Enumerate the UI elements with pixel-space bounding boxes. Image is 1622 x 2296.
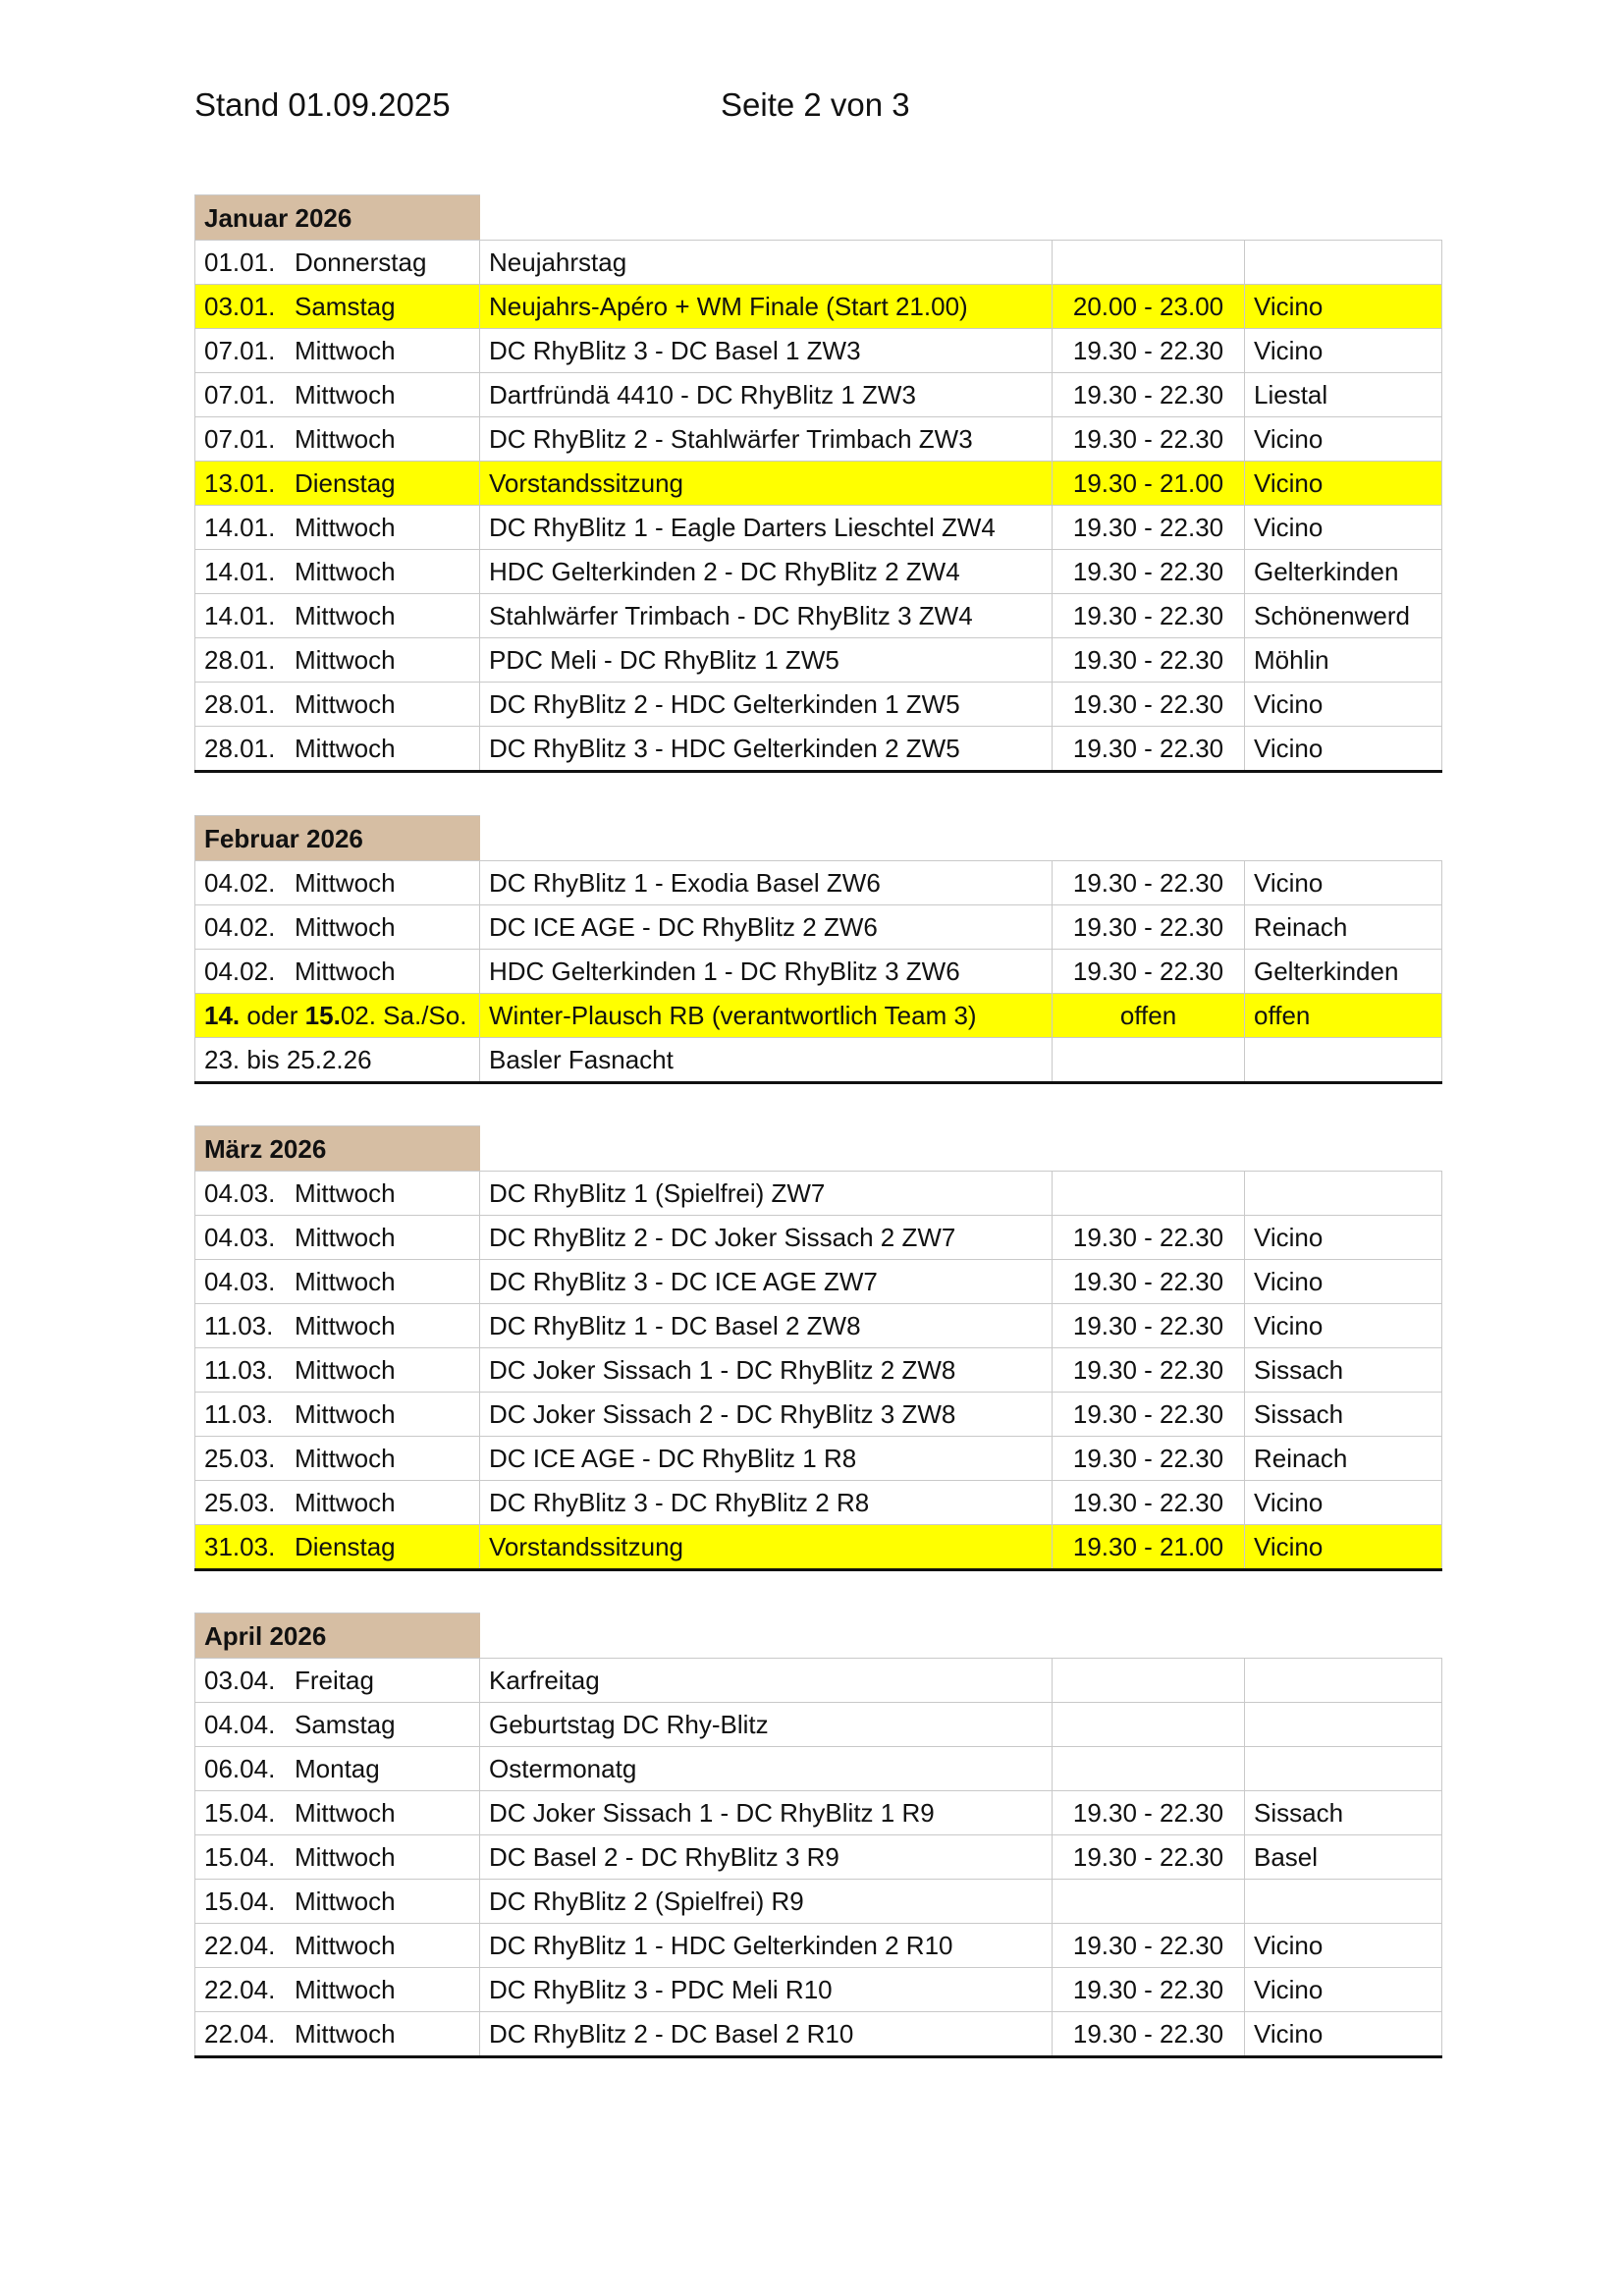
date-cell: [195, 950, 480, 994]
weekday: Mittwoch: [295, 1223, 396, 1252]
weekday: Dienstag: [295, 1532, 396, 1561]
month-header-row: [195, 195, 1442, 241]
date-cell: [195, 2012, 480, 2057]
time-cell: 19.30 - 22.30: [1053, 861, 1245, 905]
location-cell: [1245, 1703, 1442, 1747]
time-cell: 19.30 - 22.30: [1053, 1481, 1245, 1525]
month-januar: [194, 194, 1441, 773]
table-row: [195, 1968, 1442, 2012]
event-cell: Karfreitag: [480, 1659, 1053, 1703]
date: 31.03.: [204, 1532, 276, 1561]
location-cell: Vicino: [1245, 2012, 1442, 2057]
table-row: [195, 285, 1442, 329]
weekday: Mittwoch: [295, 1399, 396, 1429]
table-row: [195, 1393, 1442, 1437]
date: 04.03.: [204, 1178, 276, 1208]
event-cell: HDC Gelterkinden 2 - DC RhyBlitz 2 ZW4: [480, 550, 1053, 594]
date: 15.04.: [204, 1886, 276, 1916]
weekday: Mittwoch: [295, 557, 396, 586]
month-header-gap: [480, 1613, 1442, 1659]
month-header-gap: [480, 195, 1442, 241]
location-cell: Vicino: [1245, 329, 1442, 373]
location-cell: [1245, 1172, 1442, 1216]
date: 11.03.: [204, 1355, 274, 1385]
event-cell: DC RhyBlitz 3 - HDC Gelterkinden 2 ZW5: [480, 727, 1053, 772]
location-cell: Vicino: [1245, 1924, 1442, 1968]
weekday: Mittwoch: [295, 957, 396, 986]
time-cell: 19.30 - 22.30: [1053, 1348, 1245, 1393]
date-cell: [195, 1924, 480, 1968]
location-cell: Vicino: [1245, 1216, 1442, 1260]
location-cell: Vicino: [1245, 462, 1442, 506]
location-cell: Gelterkinden: [1245, 550, 1442, 594]
date-cell: [195, 594, 480, 638]
table-row: [195, 1835, 1442, 1880]
location-cell: Vicino: [1245, 1968, 1442, 2012]
date: 13.01.: [204, 468, 276, 498]
date-cell: [195, 373, 480, 417]
date: 01.01.: [204, 247, 276, 277]
date: 07.01.: [204, 380, 276, 410]
location-cell: Reinach: [1245, 1437, 1442, 1481]
date: 11.03.: [204, 1399, 274, 1429]
date: 22.04.: [204, 2019, 276, 2049]
table-row: [195, 1791, 1442, 1835]
date: 03.04.: [204, 1666, 276, 1695]
time-cell: 19.30 - 22.30: [1053, 1924, 1245, 1968]
table-row: [195, 1348, 1442, 1393]
weekday: Donnerstag: [295, 247, 427, 277]
location-cell: Sissach: [1245, 1393, 1442, 1437]
weekday: Mittwoch: [295, 1975, 396, 2004]
location-cell: Reinach: [1245, 905, 1442, 950]
date: 14.01.: [204, 601, 276, 630]
table-row: [195, 950, 1442, 994]
date: 22.04.: [204, 1931, 276, 1960]
event-cell: DC RhyBlitz 2 - HDC Gelterkinden 1 ZW5: [480, 683, 1053, 727]
table-row: [195, 550, 1442, 594]
time-cell: 19.30 - 22.30: [1053, 683, 1245, 727]
date-cell: [195, 1393, 480, 1437]
location-cell: Vicino: [1245, 285, 1442, 329]
date: 25.03.: [204, 1444, 276, 1473]
date-part: oder: [240, 1001, 305, 1030]
weekday: Mittwoch: [295, 601, 396, 630]
location-cell: Vicino: [1245, 506, 1442, 550]
table-row: [195, 2012, 1442, 2057]
weekday: Mittwoch: [295, 1886, 396, 1916]
table-row: [195, 1747, 1442, 1791]
location-cell: Gelterkinden: [1245, 950, 1442, 994]
weekday: Mittwoch: [295, 513, 396, 542]
date-part: 14.: [204, 1001, 241, 1030]
event-cell: Ostermonatg: [480, 1747, 1053, 1791]
time-cell: 19.30 - 22.30: [1053, 1968, 1245, 2012]
month-header-row: [195, 1126, 1442, 1172]
location-cell: Vicino: [1245, 861, 1442, 905]
date-cell: [195, 727, 480, 772]
date: 04.03.: [204, 1267, 276, 1296]
date: 15.04.: [204, 1798, 276, 1828]
date: 14.01.: [204, 557, 276, 586]
table-row: [195, 905, 1442, 950]
date-cell: [195, 1172, 480, 1216]
weekday: Freitag: [295, 1666, 374, 1695]
date-cell: [195, 1525, 480, 1570]
event-cell: DC RhyBlitz 2 - Stahlwärfer Trimbach ZW3: [480, 417, 1053, 462]
location-cell: [1245, 1659, 1442, 1703]
date-cell: [195, 1791, 480, 1835]
location-cell: [1245, 1880, 1442, 1924]
weekday: Mittwoch: [295, 1798, 396, 1828]
location-cell: Sissach: [1245, 1791, 1442, 1835]
event-cell: DC Basel 2 - DC RhyBlitz 3 R9: [480, 1835, 1053, 1880]
date-cell: [195, 329, 480, 373]
time-cell: offen: [1053, 994, 1245, 1038]
table-row: [195, 417, 1442, 462]
time-cell: 19.30 - 22.30: [1053, 1304, 1245, 1348]
date-part: 15.: [304, 1001, 341, 1030]
table-row: [195, 1481, 1442, 1525]
date-cell: [195, 1304, 480, 1348]
table-row: [195, 1260, 1442, 1304]
location-cell: Vicino: [1245, 727, 1442, 772]
month-header-row: [195, 816, 1442, 861]
date-cell: [195, 462, 480, 506]
weekday: Samstag: [295, 292, 396, 321]
time-cell: 19.30 - 22.30: [1053, 1260, 1245, 1304]
location-cell: Vicino: [1245, 417, 1442, 462]
table-row: [195, 462, 1442, 506]
date: 06.04.: [204, 1754, 276, 1783]
weekday: Mittwoch: [295, 2019, 396, 2049]
weekday: Mittwoch: [295, 1842, 396, 1872]
date-cell: [195, 550, 480, 594]
weekday: Mittwoch: [295, 424, 396, 454]
event-cell: Vorstandssitzung: [480, 1525, 1053, 1570]
table-row: [195, 727, 1442, 772]
location-cell: Vicino: [1245, 1481, 1442, 1525]
location-cell: [1245, 1038, 1442, 1083]
event-cell: DC RhyBlitz 2 (Spielfrei) R9: [480, 1880, 1053, 1924]
event-cell: DC RhyBlitz 1 - DC Basel 2 ZW8: [480, 1304, 1053, 1348]
table-row: [195, 1703, 1442, 1747]
time-cell: 20.00 - 23.00: [1053, 285, 1245, 329]
date: 07.01.: [204, 424, 276, 454]
event-cell: Geburtstag DC Rhy-Blitz: [480, 1703, 1053, 1747]
schedule-table: [194, 815, 1442, 1084]
month-title: April 2026: [195, 1613, 480, 1659]
page-number: Seite 2 von 3: [721, 86, 910, 123]
time-cell: 19.30 - 22.30: [1053, 2012, 1245, 2057]
time-cell: [1053, 1172, 1245, 1216]
month-header-gap: [480, 816, 1442, 861]
time-cell: 19.30 - 22.30: [1053, 1791, 1245, 1835]
event-cell: HDC Gelterkinden 1 - DC RhyBlitz 3 ZW6: [480, 950, 1053, 994]
event-cell: DC RhyBlitz 3 - PDC Meli R10: [480, 1968, 1053, 2012]
weekday: Mittwoch: [295, 1355, 396, 1385]
weekday: Dienstag: [295, 468, 396, 498]
location-cell: [1245, 1747, 1442, 1791]
date: 14.01.: [204, 513, 276, 542]
table-row: [195, 1437, 1442, 1481]
time-cell: 19.30 - 21.00: [1053, 1525, 1245, 1570]
table-row: [195, 594, 1442, 638]
location-cell: offen: [1245, 994, 1442, 1038]
time-cell: 19.30 - 22.30: [1053, 1393, 1245, 1437]
event-cell: Stahlwärfer Trimbach - DC RhyBlitz 3 ZW4: [480, 594, 1053, 638]
event-cell: DC RhyBlitz 2 - DC Basel 2 R10: [480, 2012, 1053, 2057]
date-cell: [195, 1481, 480, 1525]
table-row: [195, 1216, 1442, 1260]
location-cell: Basel: [1245, 1835, 1442, 1880]
event-cell: Neujahrs-Apéro + WM Finale (Start 21.00): [480, 285, 1053, 329]
event-cell: DC ICE AGE - DC RhyBlitz 2 ZW6: [480, 905, 1053, 950]
event-cell: PDC Meli - DC RhyBlitz 1 ZW5: [480, 638, 1053, 683]
event-cell: Dartfründä 4410 - DC RhyBlitz 1 ZW3: [480, 373, 1053, 417]
time-cell: [1053, 1880, 1245, 1924]
date: 04.03.: [204, 1223, 276, 1252]
date-cell: [195, 1348, 480, 1393]
table-row: [195, 1038, 1442, 1083]
table-row: [195, 1304, 1442, 1348]
date: 07.01.: [204, 336, 276, 365]
event-cell: DC ICE AGE - DC RhyBlitz 1 R8: [480, 1437, 1053, 1481]
event-cell: DC Joker Sissach 1 - DC RhyBlitz 1 R9: [480, 1791, 1053, 1835]
weekday: Montag: [295, 1754, 380, 1783]
page-header: [194, 86, 1569, 136]
month-maerz: [194, 1125, 1441, 1571]
time-cell: 19.30 - 22.30: [1053, 638, 1245, 683]
table-row: [195, 1525, 1442, 1570]
weekday: Mittwoch: [295, 1488, 396, 1517]
location-cell: Liestal: [1245, 373, 1442, 417]
table-row: [195, 329, 1442, 373]
time-cell: [1053, 1747, 1245, 1791]
time-cell: [1053, 1703, 1245, 1747]
table-row: [195, 861, 1442, 905]
weekday: Mittwoch: [295, 1178, 396, 1208]
date-cell: [195, 1703, 480, 1747]
month-title: Januar 2026: [195, 195, 480, 241]
weekday: Samstag: [295, 1710, 396, 1739]
location-cell: Vicino: [1245, 683, 1442, 727]
table-row: [195, 1924, 1442, 1968]
time-cell: [1053, 1659, 1245, 1703]
weekday: Mittwoch: [295, 1311, 396, 1340]
date-cell: [195, 1038, 480, 1083]
date-cell: [195, 861, 480, 905]
date-part: 02. Sa./So.: [340, 1001, 467, 1030]
date: 04.02.: [204, 868, 276, 898]
weekday: Mittwoch: [295, 336, 396, 365]
date: 15.04.: [204, 1842, 276, 1872]
month-april: [194, 1613, 1441, 2058]
date: 28.01.: [204, 645, 276, 675]
date: 25.03.: [204, 1488, 276, 1517]
date-cell: [195, 1835, 480, 1880]
table-row: [195, 994, 1442, 1038]
weekday: Mittwoch: [295, 734, 396, 763]
table-row: [195, 241, 1442, 285]
date: 22.04.: [204, 1975, 276, 2004]
date-cell: [195, 241, 480, 285]
event-cell: DC RhyBlitz 1 - HDC Gelterkinden 2 R10: [480, 1924, 1053, 1968]
table-row: [195, 506, 1442, 550]
time-cell: [1053, 241, 1245, 285]
date: 28.01.: [204, 734, 276, 763]
table-row: [195, 1880, 1442, 1924]
weekday: Mittwoch: [295, 380, 396, 410]
time-cell: 19.30 - 22.30: [1053, 1835, 1245, 1880]
time-cell: 19.30 - 22.30: [1053, 550, 1245, 594]
date-cell: [195, 905, 480, 950]
time-cell: 19.30 - 22.30: [1053, 329, 1245, 373]
weekday: Mittwoch: [295, 645, 396, 675]
date-cell: [195, 1437, 480, 1481]
location-cell: Vicino: [1245, 1260, 1442, 1304]
event-cell: DC Joker Sissach 2 - DC RhyBlitz 3 ZW8: [480, 1393, 1053, 1437]
time-cell: 19.30 - 21.00: [1053, 462, 1245, 506]
date-cell: [195, 1968, 480, 2012]
date-cell: [195, 1659, 480, 1703]
schedule-table: [194, 1125, 1442, 1571]
event-cell: DC RhyBlitz 1 - Exodia Basel ZW6: [480, 861, 1053, 905]
date: 04.04.: [204, 1710, 276, 1739]
location-cell: Sissach: [1245, 1348, 1442, 1393]
location-cell: Vicino: [1245, 1304, 1442, 1348]
event-cell: Neujahrstag: [480, 241, 1053, 285]
event-cell: DC RhyBlitz 2 - DC Joker Sissach 2 ZW7: [480, 1216, 1053, 1260]
date: 04.02.: [204, 912, 276, 942]
month-title: Februar 2026: [195, 816, 480, 861]
weekday: Mittwoch: [295, 1931, 396, 1960]
date-cell: [195, 1747, 480, 1791]
date: 04.02.: [204, 957, 276, 986]
date-cell: [195, 683, 480, 727]
event-cell: DC RhyBlitz 1 - Eagle Darters Lieschtel ZW4: [480, 506, 1053, 550]
time-cell: 19.30 - 22.30: [1053, 727, 1245, 772]
date: 11.03.: [204, 1311, 274, 1340]
time-cell: [1053, 1038, 1245, 1083]
date-range: 23. bis 25.2.26: [204, 1045, 372, 1074]
date-cell: [195, 417, 480, 462]
date: 28.01.: [204, 689, 276, 719]
time-cell: 19.30 - 22.30: [1053, 594, 1245, 638]
event-cell: DC RhyBlitz 3 - DC ICE AGE ZW7: [480, 1260, 1053, 1304]
location-cell: Vicino: [1245, 1525, 1442, 1570]
event-cell: Vorstandssitzung: [480, 462, 1053, 506]
weekday: Mittwoch: [295, 1444, 396, 1473]
schedule-table: [194, 1613, 1442, 2058]
table-row: [195, 638, 1442, 683]
table-row: [195, 1172, 1442, 1216]
event-cell: DC RhyBlitz 3 - DC RhyBlitz 2 R8: [480, 1481, 1053, 1525]
event-cell: DC RhyBlitz 3 - DC Basel 1 ZW3: [480, 329, 1053, 373]
weekday: Mittwoch: [295, 912, 396, 942]
event-cell: Winter-Plausch RB (verantwortlich Team 3): [480, 994, 1053, 1038]
time-cell: 19.30 - 22.30: [1053, 373, 1245, 417]
time-cell: 19.30 - 22.30: [1053, 950, 1245, 994]
weekday: Mittwoch: [295, 868, 396, 898]
month-header-gap: [480, 1126, 1442, 1172]
date-cell: [195, 285, 480, 329]
date-cell: [195, 638, 480, 683]
date: 03.01.: [204, 292, 276, 321]
date-cell: [195, 1260, 480, 1304]
time-cell: 19.30 - 22.30: [1053, 417, 1245, 462]
date-cell: [195, 1880, 480, 1924]
location-cell: Möhlin: [1245, 638, 1442, 683]
weekday: Mittwoch: [295, 1267, 396, 1296]
time-cell: 19.30 - 22.30: [1053, 506, 1245, 550]
time-cell: 19.30 - 22.30: [1053, 905, 1245, 950]
location-cell: Schönenwerd: [1245, 594, 1442, 638]
event-cell: DC Joker Sissach 1 - DC RhyBlitz 2 ZW8: [480, 1348, 1053, 1393]
time-cell: 19.30 - 22.30: [1053, 1437, 1245, 1481]
location-cell: [1245, 241, 1442, 285]
month-header-row: [195, 1613, 1442, 1659]
table-row: [195, 373, 1442, 417]
event-cell: Basler Fasnacht: [480, 1038, 1053, 1083]
table-row: [195, 1659, 1442, 1703]
date-cell: [195, 506, 480, 550]
event-cell: DC RhyBlitz 1 (Spielfrei) ZW7: [480, 1172, 1053, 1216]
date-cell: [195, 1216, 480, 1260]
stand-date: Stand 01.09.2025: [194, 86, 451, 123]
schedule-table: [194, 194, 1442, 773]
time-cell: 19.30 - 22.30: [1053, 1216, 1245, 1260]
date-cell: [195, 994, 480, 1038]
table-row: [195, 683, 1442, 727]
month-februar: [194, 815, 1441, 1084]
weekday: Mittwoch: [295, 689, 396, 719]
month-title: März 2026: [195, 1126, 480, 1172]
